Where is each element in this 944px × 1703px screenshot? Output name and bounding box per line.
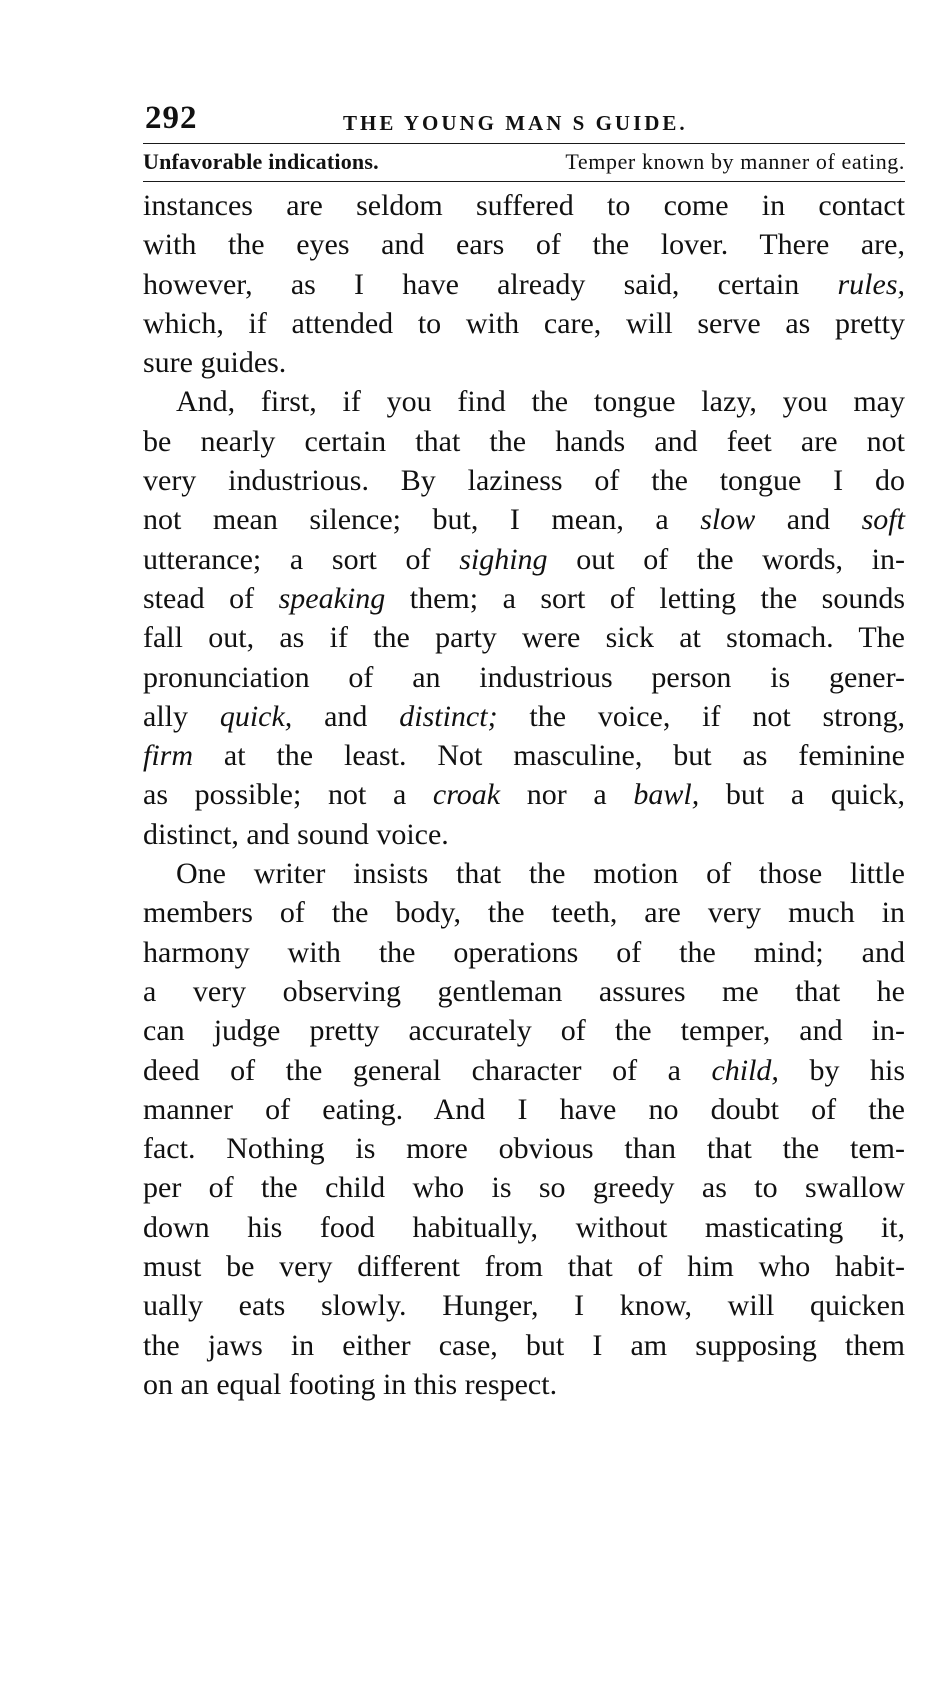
subhead-right: Temper known by manner of eating. bbox=[565, 149, 905, 174]
text-line: One writer insists that the motion of those little bbox=[176, 857, 905, 891]
text-line: per of the child who is so greedy as to swallow bbox=[143, 1171, 905, 1205]
text-line: very industrious. By laziness of the tongue I do bbox=[143, 464, 905, 498]
paragraph-2 bbox=[143, 382, 905, 854]
running-head bbox=[143, 100, 905, 140]
italic-word: sighing bbox=[459, 542, 548, 576]
book-title: THE YOUNG MAN S GUIDE. bbox=[343, 111, 688, 135]
header-rule-bottom bbox=[143, 181, 905, 182]
page-number: 292 bbox=[145, 100, 198, 136]
text-line: can judge pretty accurately of the temper, and in- bbox=[143, 1014, 905, 1048]
text-line: on an equal footing in this respect. bbox=[143, 1367, 558, 1401]
text-line: not mean silence; but, I mean, a slow and soft bbox=[143, 503, 905, 537]
text-line: a very observing gentleman assures me that he bbox=[143, 974, 905, 1008]
paragraph-1 bbox=[143, 186, 905, 382]
text-line: however, as I have already said, certain rules, bbox=[143, 267, 905, 301]
text-line: And, first, if you find the tongue lazy, you may bbox=[176, 385, 905, 419]
text-line: manner of eating. And I have no doubt of the bbox=[143, 1092, 905, 1126]
italic-word: rules, bbox=[837, 267, 905, 301]
italic-word: slow bbox=[700, 503, 756, 537]
italic-word: firm bbox=[143, 739, 194, 773]
text-line: fact. Nothing is more obvious than that the tem- bbox=[143, 1132, 905, 1166]
header-rule-top bbox=[143, 143, 905, 144]
italic-word: croak bbox=[432, 778, 501, 812]
italic-word: speaking bbox=[278, 581, 386, 615]
text-line: sure guides. bbox=[143, 346, 287, 380]
book-page bbox=[143, 100, 906, 1401]
italic-word: quick, bbox=[219, 699, 293, 733]
text-line: the jaws in either case, but I am supposing them bbox=[143, 1328, 905, 1362]
text-line: be nearly certain that the hands and feet are not bbox=[143, 424, 905, 458]
text-line: as possible; not a croak nor a bawl, but a quick, bbox=[143, 778, 906, 812]
subhead-left: Unfavorable indications. bbox=[143, 149, 379, 174]
italic-word: distinct; bbox=[399, 699, 498, 733]
text-line: ally quick, and distinct; the voice, if not strong, bbox=[143, 699, 905, 733]
text-line: down his food habitually, without masticating it, bbox=[143, 1210, 905, 1244]
text-line: distinct, and sound voice. bbox=[143, 817, 449, 851]
text-line: utterance; a sort of sighing out of the words, in- bbox=[143, 542, 905, 576]
paragraph-3 bbox=[143, 854, 905, 1404]
text-line: with the eyes and ears of the lover. There are, bbox=[143, 228, 905, 262]
italic-word: bawl, bbox=[633, 778, 700, 812]
italic-word: child, bbox=[711, 1053, 779, 1087]
text-line: firm at the least. Not masculine, but as feminine bbox=[143, 739, 905, 773]
text-line: which, if attended to with care, will serve as pretty bbox=[143, 306, 905, 340]
text-line: instances are seldom suffered to come in contact bbox=[143, 189, 905, 222]
text-line: deed of the general character of a child, by his bbox=[143, 1053, 905, 1087]
text-line: fall out, as if the party were sick at stomach. The bbox=[143, 621, 905, 655]
text-line: harmony with the operations of the mind; and bbox=[143, 935, 905, 969]
text-line: members of the body, the teeth, are very much in bbox=[143, 896, 905, 930]
text-line: ually eats slowly. Hunger, I know, will quicken bbox=[143, 1289, 905, 1323]
italic-word: soft bbox=[861, 503, 905, 537]
text-line: must be very different from that of him who habit- bbox=[143, 1250, 905, 1284]
section-subheads bbox=[143, 145, 905, 179]
text-line: pronunciation of an industrious person is gener- bbox=[143, 660, 905, 694]
body-text bbox=[143, 186, 905, 1404]
text-line: stead of speaking them; a sort of letting the sounds bbox=[143, 581, 905, 615]
